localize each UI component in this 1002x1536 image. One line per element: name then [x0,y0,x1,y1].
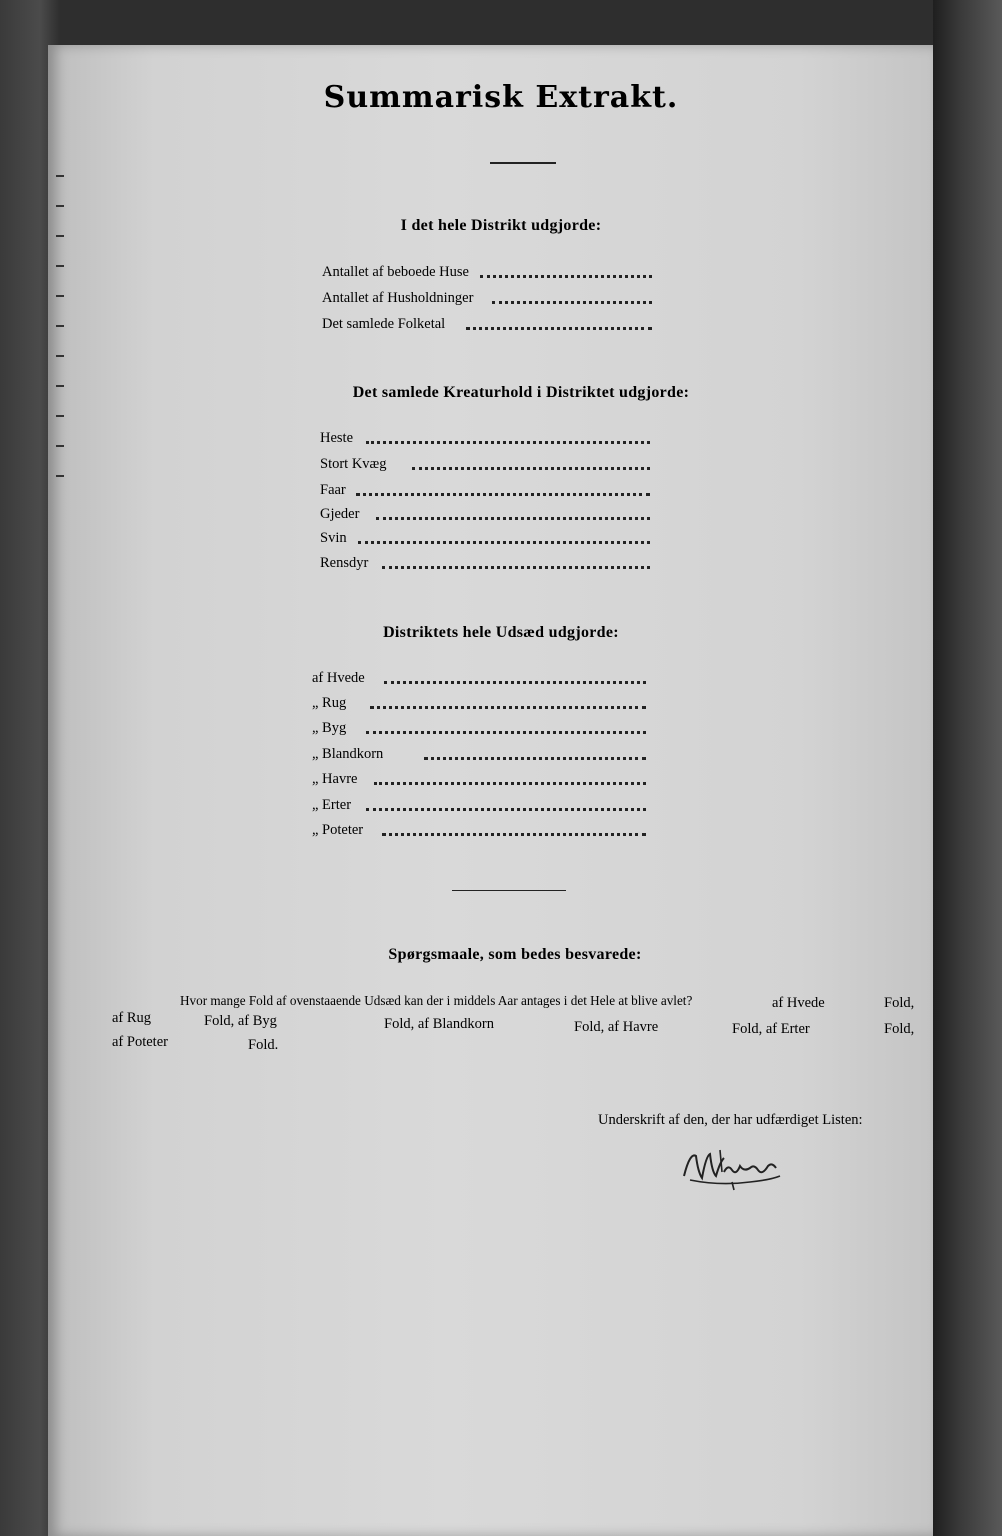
dot-leader [412,467,650,470]
handwritten-signature [680,1142,790,1197]
page-title: Summarisk Extrakt. [323,80,679,115]
answer-label-havre: Fold, af Havre [574,1019,659,1035]
answer-label-hvede: af Hvede [772,995,825,1011]
row-label: „ Rug [312,695,347,711]
dot-leader [466,327,652,330]
section-heading-sowing: Distriktets hele Udsæd udgjorde: [383,624,619,641]
question-text: Hvor mange Fold af ovenstaaende Udsæd kan der i middels Aar antages i det Hele at blive avlet? [180,993,693,1008]
questions-heading: Spørgsmaale, som bedes besvarede: [388,946,642,963]
dot-leader [480,275,652,278]
row-label: af Hvede [312,670,365,686]
row-label: Stort Kvæg [320,456,387,472]
fold-label: Fold, [884,1021,915,1037]
row-label: „ Poteter [312,822,364,838]
dot-leader [370,706,646,709]
row-label: „ Byg [312,720,347,736]
row-label: Rensdyr [320,555,369,571]
dot-leader [374,782,646,785]
row-label: „ Blandkorn [312,746,384,762]
signature-label: Underskrift af den, der har udfærdiget Listen: [598,1112,863,1128]
dot-leader [492,301,652,304]
row-label: „ Erter [312,797,352,813]
answer-label-erter: Fold, af Erter [732,1021,810,1037]
form-page [48,45,933,1536]
title-rule [490,162,556,164]
answer-label-rug: af Rug [112,1010,152,1026]
fold-label: Fold, [884,995,915,1011]
dot-leader [376,517,650,520]
row-label: Faar [320,482,346,498]
dot-leader [366,731,646,734]
row-label: Antallet af beboede Huse [322,264,469,280]
row-label: Det samlede Folketal [322,316,446,332]
row-label: Svin [320,530,347,546]
answer-label-byg: Fold, af Byg [204,1013,277,1029]
dot-leader [358,541,650,544]
section-heading-livestock: Det samlede Kreaturhold i Distriktet udgjorde: [352,384,690,401]
dot-leader [384,681,646,684]
section-heading-district: I det hele Distrikt udgjorde: [400,217,602,234]
answer-label-blandkorn: Fold, af Blandkorn [384,1016,494,1032]
section-divider [452,890,566,891]
dot-leader [366,441,650,444]
row-label: Heste [320,430,354,446]
dot-leader [366,808,646,811]
dot-leader [356,493,650,496]
row-label: Gjeder [320,506,360,522]
fold-label: Fold. [248,1037,279,1053]
dot-leader [424,757,646,760]
answer-label-poteter: af Poteter [112,1034,168,1050]
dot-leader [382,566,650,569]
dot-leader [382,833,646,836]
row-label: Antallet af Husholdninger [322,290,474,306]
row-label: „ Havre [312,771,358,787]
